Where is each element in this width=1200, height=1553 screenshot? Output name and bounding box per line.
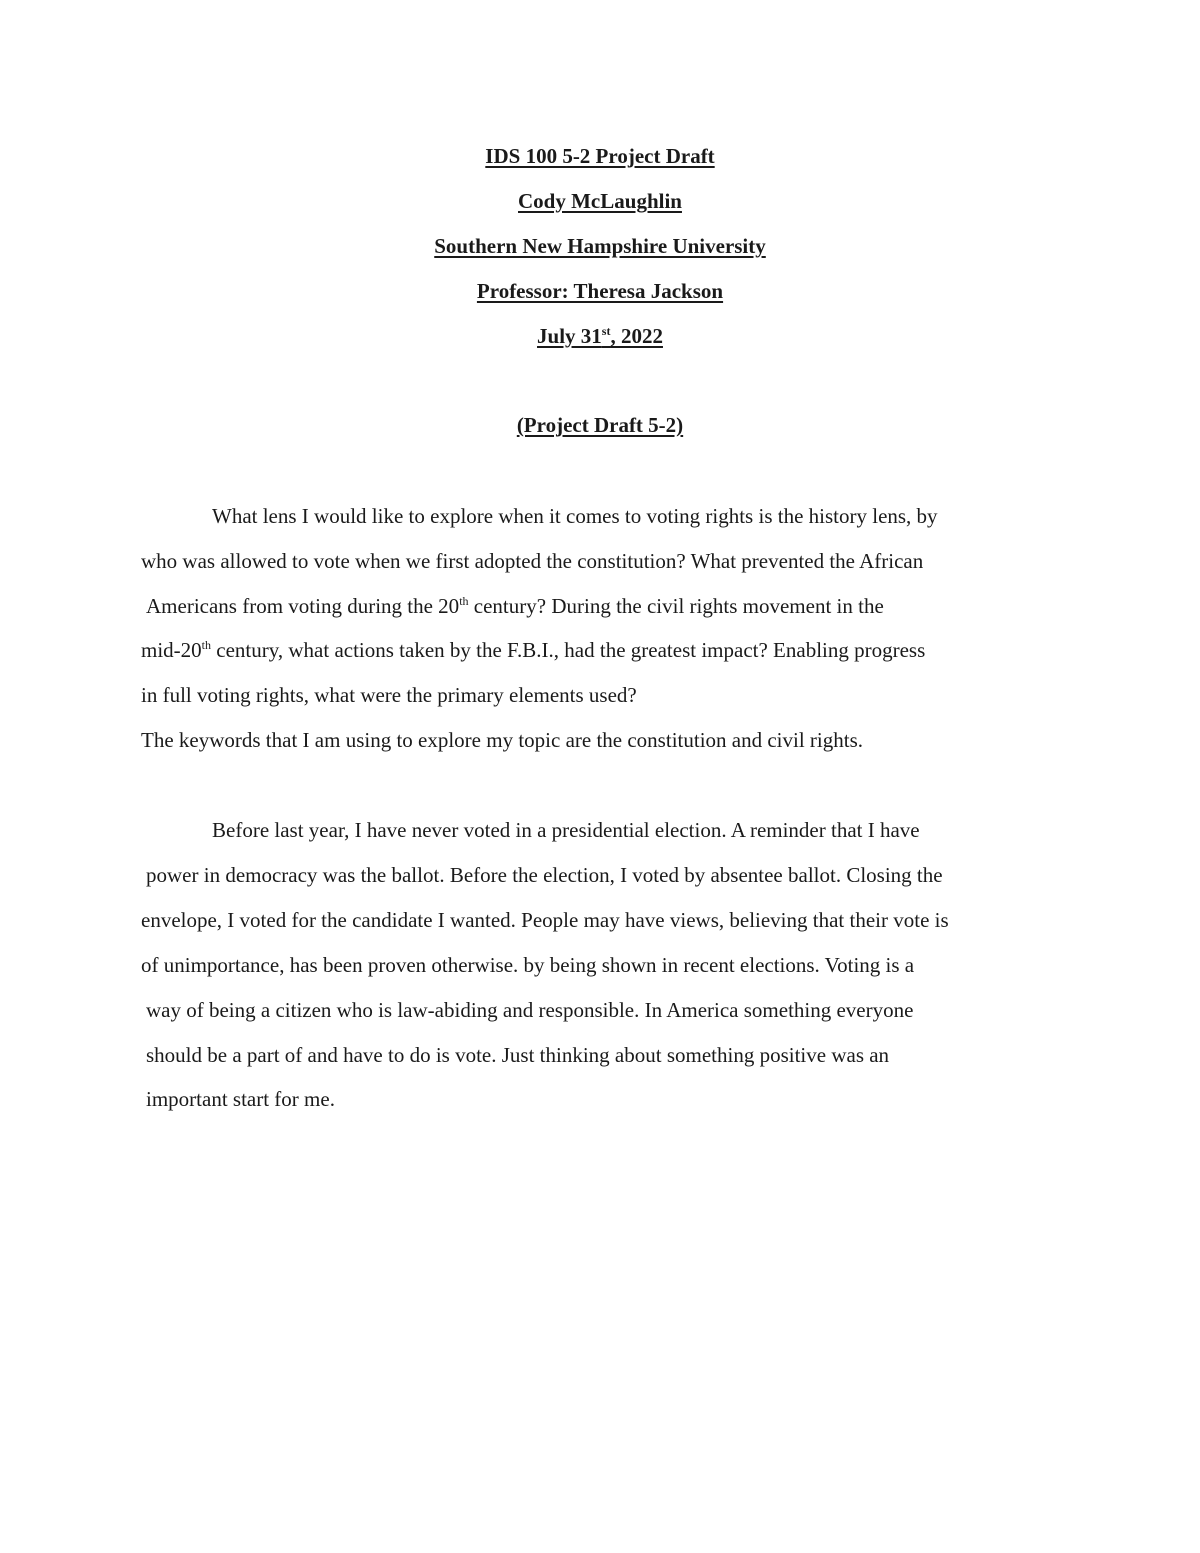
paragraph2-line3: envelope, I voted for the candidate I wanted. People may have views, believing that their vote is bbox=[141, 908, 949, 932]
date-ordinal: st bbox=[601, 324, 611, 338]
paragraph2-line5: way of being a citizen who is law-abiding and responsible. In America something everyone bbox=[146, 998, 914, 1022]
paragraph1-line2: who was allowed to vote when we first adopted the constitution? What prevented the African bbox=[141, 549, 924, 573]
university-name: Southern New Hampshire University bbox=[434, 234, 766, 258]
paragraph1-line3 bbox=[146, 592, 884, 620]
paragraph1-line4-b: century, what actions taken by the F.B.I., had the greatest impact? Enabling progress bbox=[211, 638, 926, 662]
paragraph2-line6: should be a part of and have to do is vote. Just thinking about something positive was an bbox=[146, 1043, 890, 1067]
author-name: Cody McLaughlin bbox=[518, 189, 682, 213]
date-suffix: , 2022 bbox=[610, 324, 663, 348]
submission-date bbox=[0, 322, 1200, 350]
paragraph2-line4: of unimportance, has been proven otherwise. by being shown in recent elections. Voting is a bbox=[141, 953, 915, 977]
ordinal-suffix: th bbox=[201, 638, 212, 652]
course-title: IDS 100 5-2 Project Draft bbox=[485, 144, 715, 168]
paragraph1-line5: in full voting rights, what were the primary elements used? bbox=[141, 683, 637, 707]
document-subtitle: (Project Draft 5-2) bbox=[516, 413, 684, 437]
paragraph1-line6: The keywords that I am using to explore my topic are the constitution and civil rights. bbox=[141, 728, 864, 752]
paragraph2-line2: power in democracy was the ballot. Before the election, I voted by absentee ballot. Closing the bbox=[146, 863, 943, 887]
ordinal-suffix: th bbox=[459, 594, 469, 608]
paragraph1-line4 bbox=[141, 636, 925, 664]
paragraph2-line7: important start for me. bbox=[146, 1087, 335, 1111]
paragraph1-line4-a: mid-20 bbox=[141, 638, 202, 662]
date-prefix: July 31 bbox=[537, 324, 602, 348]
paragraph1-line1: What lens I would like to explore when it comes to voting rights is the history lens, by bbox=[212, 504, 938, 528]
paragraph2-line1: Before last year, I have never voted in a presidential election. A reminder that I have bbox=[212, 818, 920, 842]
paragraph1-line3-b: century? During the civil rights movement in the bbox=[468, 594, 884, 618]
professor-name: Professor: Theresa Jackson bbox=[476, 279, 724, 303]
paragraph1-line3-a: Americans from voting during the 20 bbox=[146, 594, 460, 618]
